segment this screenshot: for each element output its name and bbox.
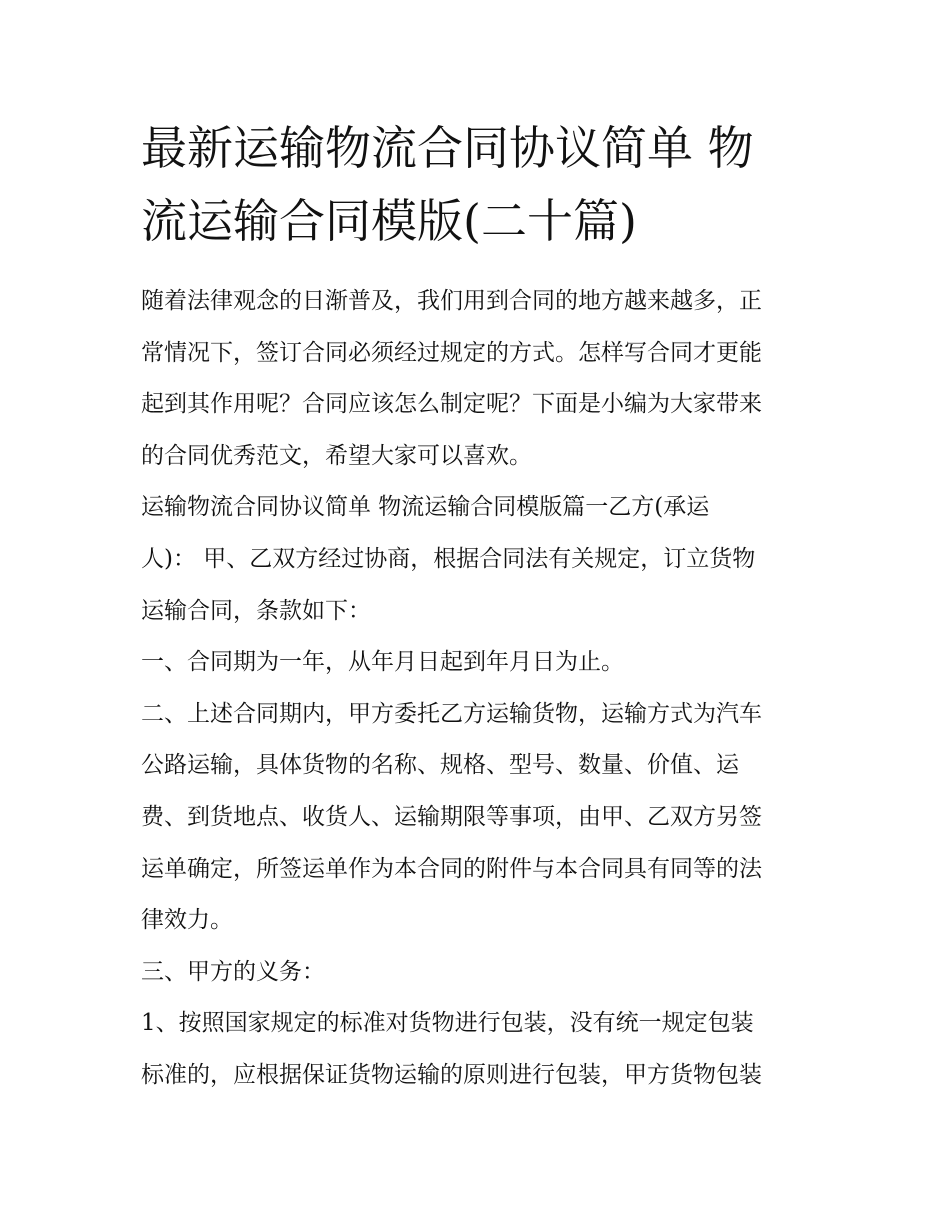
body-line: 费、到货地点、收货人、运输期限等事项，由甲、乙双方另签 [141,803,762,830]
document-title [141,112,821,258]
body-line: 起到其作用呢？合同应该怎么制定呢？下面是小编为大家带来 [141,391,762,418]
body-line: 三、甲方的义务： [141,958,325,985]
body-line: 人)： 甲、乙双方经过协商，根据合同法有关规定，订立货物 [141,545,756,572]
body-line: 的合同优秀范文，希望大家可以喜欢。 [141,442,532,469]
body-line: 公路运输，具体货物的名称、规格、型号、数量、价值、运 [141,752,739,779]
body-line: 标准的，应根据保证货物运输的原则进行包装，甲方货物包装 [141,1061,762,1088]
body-line: 二、上述合同期内，甲方委托乙方运输货物，运输方式为汽车 [141,700,762,727]
body-line: 1、按照国家规定的标准对货物进行包装，没有统一规定包装 [141,1010,754,1037]
body-line: 一、合同期为一年，从年月日起到年月日为止。 [141,649,624,676]
body-line: 常情况下，签订合同必须经过规定的方式。怎样写合同才更能 [141,339,762,366]
body-line: 律效力。 [141,907,233,934]
body-line: 运输合同，条款如下： [141,597,371,624]
title-line: 最新运输物流合同协议简单 物 [141,121,754,175]
document-body [141,276,821,1102]
body-line: 运输物流合同协议简单 物流运输合同模版篇一乙方(承运 [141,494,710,521]
body-line: 随着法律观念的日渐普及，我们用到合同的地方越来越多，正 [141,288,762,314]
body-line: 运单确定，所签运单作为本合同的附件与本合同具有同等的法 [141,855,762,882]
title-line: 流运输合同模版(二十篇) [141,194,637,248]
